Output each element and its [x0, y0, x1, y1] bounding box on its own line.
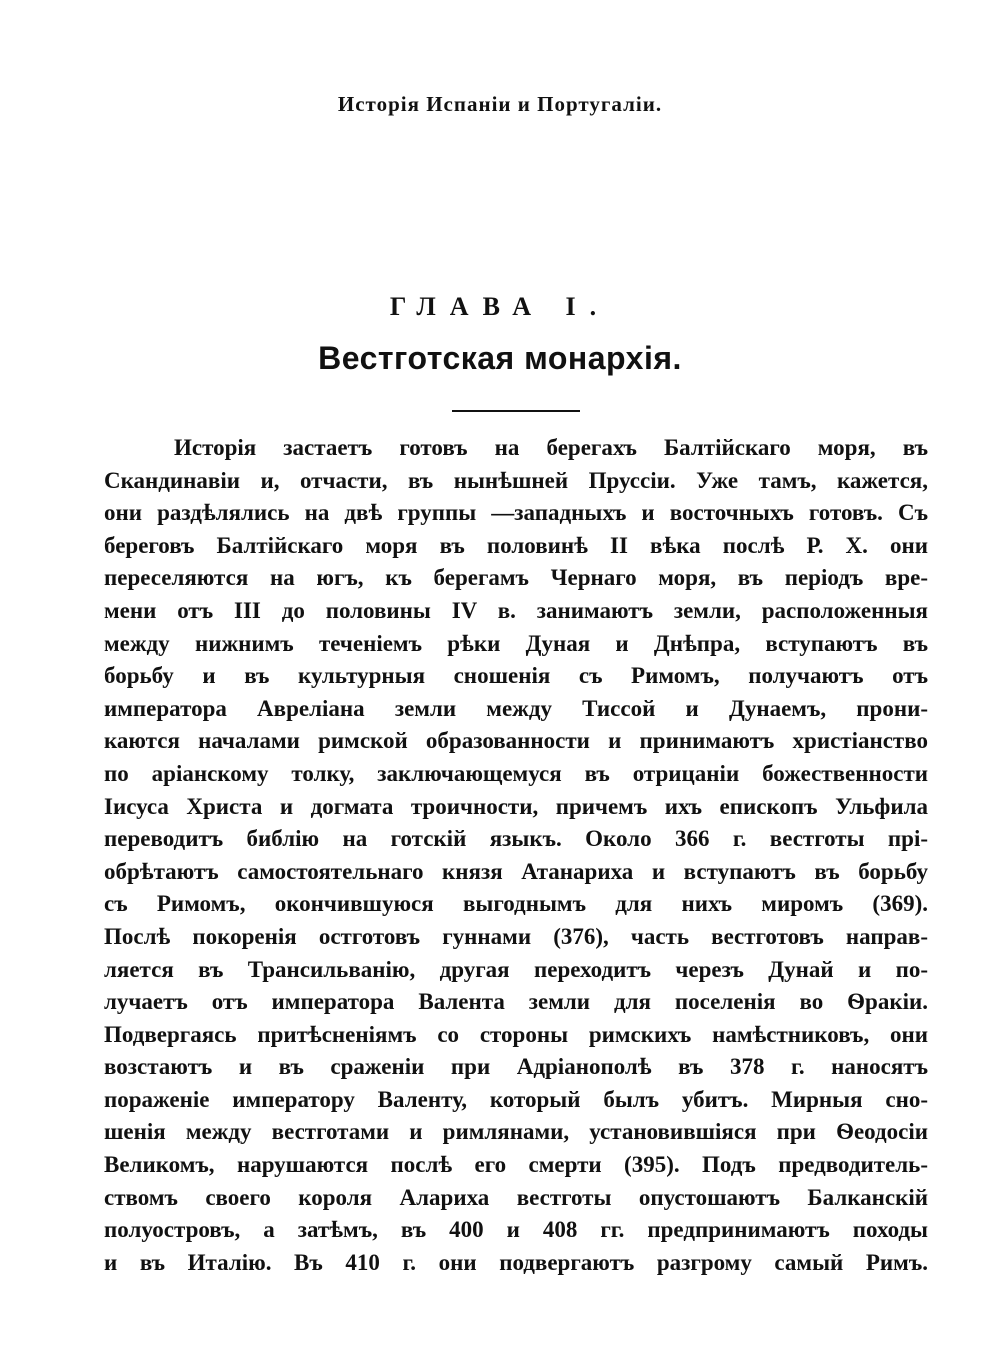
text-line: Послѣ покоренія остготовъ гуннами (376), часть вестготовъ направ- [104, 923, 928, 949]
text-line: Скандинавіи и, отчасти, въ нынѣшней Пруссіи. Уже тамъ, кажется, [104, 467, 928, 493]
text-line: Исторія застаетъ готовъ на берегахъ Балтійскаго моря, въ [174, 435, 928, 460]
text-line: борьбу и въ культурныя сношенія съ Римомъ, получаютъ отъ [104, 663, 928, 689]
text-line: возстаютъ и въ сраженіи при Адріанополѣ въ 378 г. наносятъ [104, 1054, 928, 1080]
text-line: Подвергаясь притѣсненіямъ со стороны римскихъ намѣстниковъ, они [104, 1021, 928, 1047]
text-line: они раздѣлялись на двѣ группы —западныхъ и восточныхъ готовъ. Съ [104, 500, 928, 526]
text-line: ляется въ Трансильванію, другая переходитъ черезъ Дунай и по- [104, 956, 928, 982]
text-line: каются началами римской образованности и принимаютъ христіанство [104, 728, 928, 754]
text-line: ствомъ своего короля Алариха вестготы опустошаютъ Балканскій [104, 1184, 928, 1210]
chapter-label: ГЛАВА I. [389, 292, 611, 321]
text-line: и въ Италію. Въ 410 г. они подвергаютъ разгрому самый Римъ. [104, 1249, 928, 1275]
text-line: мени отъ III до половины IV в. занимаютъ земли, расположенныя [104, 597, 928, 623]
body-paragraph [104, 432, 928, 1279]
text-line: шенія между вестготами и римлянами, установившіяся при Ѳеодосіи [104, 1119, 928, 1145]
text-line: пораженіе императору Валенту, который былъ убитъ. Мирныя сно- [104, 1086, 928, 1112]
text-line: Іисуса Христа и догмата троичности, причемъ ихъ епископъ Ульфила [104, 793, 928, 819]
running-head: Исторія Испаніи и Португаліи. [337, 92, 663, 116]
title-rule [452, 410, 580, 412]
text-line: лучаетъ отъ императора Валента земли для поселенія во Ѳракіи. [104, 989, 928, 1015]
text-line: между нижнимъ теченіемъ рѣки Дуная и Днѣпра, вступаютъ въ [104, 630, 928, 656]
text-line: съ Римомъ, окончившуюся выгоднымъ для нихъ миромъ (369). [104, 891, 928, 917]
text-line: Великомъ, нарушаются послѣ его смерти (395). Подъ предводитель- [104, 1152, 928, 1178]
text-line: переводитъ библію на готскій языкъ. Около 366 г. вестготы прі- [104, 826, 928, 852]
text-line: переселяются на югъ, къ берегамъ Чернаго моря, въ періодъ вре- [104, 565, 928, 591]
text-line: береговъ Балтійскаго моря въ половинѣ II вѣка послѣ Р. Х. они [104, 532, 928, 558]
text-line: полуостровъ, а затѣмъ, въ 400 и 408 гг. предпринимаютъ походы [104, 1217, 928, 1243]
text-line: обрѣтаютъ самостоятельнаго князя Атанариха и вступаютъ въ борьбу [104, 858, 928, 884]
chapter-title: Вестготская монархія. [318, 340, 682, 376]
text-line: по аріанскому толку, заключающемуся въ отрицаніи божественности [104, 760, 928, 786]
text-line: императора Авреліана земли между Тиссой и Дунаемъ, прони- [104, 695, 928, 721]
